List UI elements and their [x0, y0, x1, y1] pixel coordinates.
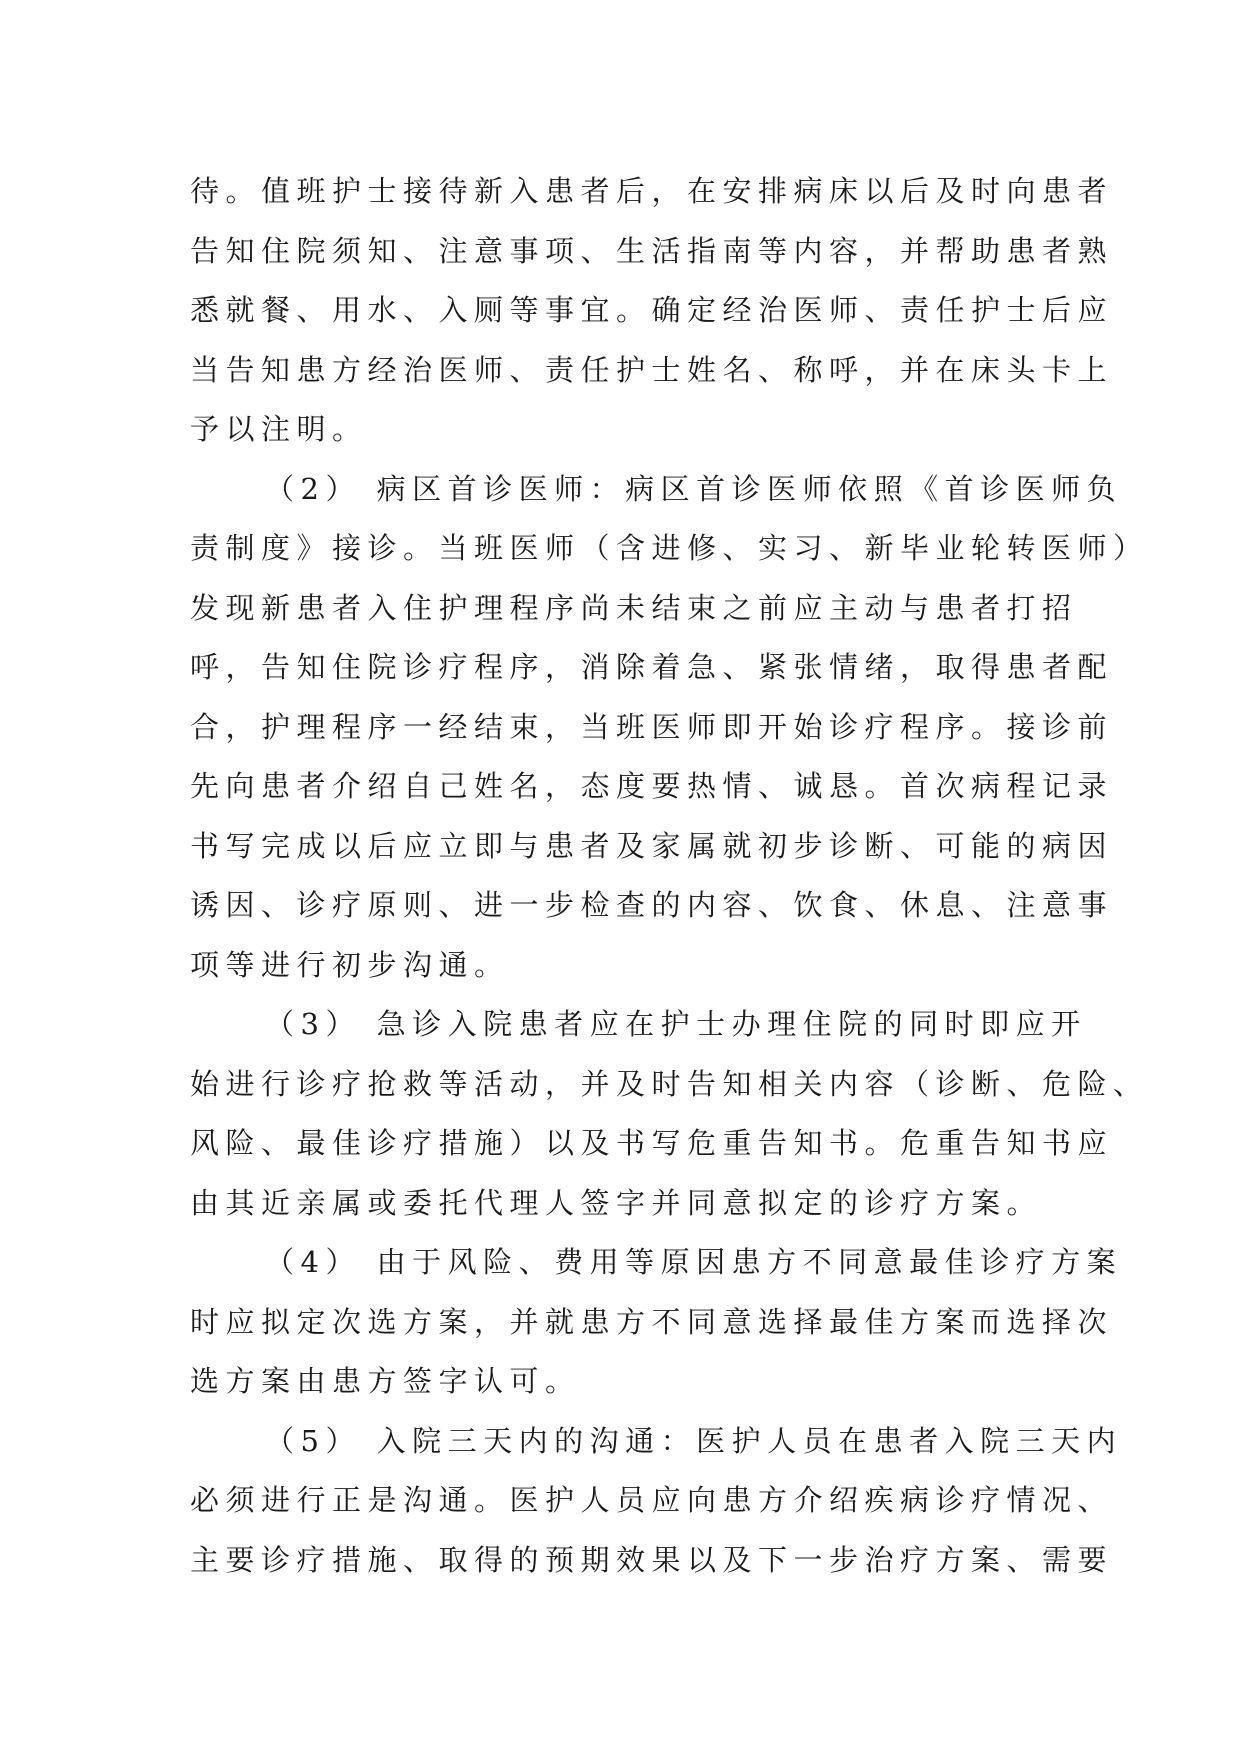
- text-line: 责制度》接诊。当班医师（含进修、实习、新毕业轮转医师）: [190, 531, 1149, 565]
- text-line: 待。值班护士接待新入患者后，在安排病床以后及时向患者: [190, 174, 1114, 208]
- text-line: 时应拟定次选方案，并就患方不同意选择最佳方案而选择次: [190, 1304, 1114, 1339]
- text-line: 项等进行初步沟通。: [190, 947, 510, 982]
- text-line: 风险、最佳诊疗措施）以及书写危重告知书。危重告知书应: [190, 1126, 1114, 1160]
- paragraph-first-line: （4） 由于风险、费用等原因患方不同意最佳诊疗方案: [265, 1245, 1123, 1279]
- text-line: 诱因、诊疗原则、进一步检查的内容、饮食、休息、注意事: [190, 888, 1114, 922]
- text-line: 予以注明。: [190, 412, 368, 446]
- text-line: 当告知患方经治医师、责任护士姓名、称呼，并在床头卡上: [190, 352, 1114, 387]
- text-line: 呼，告知住院诊疗程序，消除着急、紧张情绪，取得患者配: [190, 650, 1114, 684]
- paragraph-first-line: （5） 入院三天内的沟通：医护人员在患者入院三天内: [265, 1423, 1123, 1458]
- text-line: 先向患者介绍自己姓名，态度要热情、诚恳。首次病程记录: [190, 769, 1114, 803]
- text-line: 主要诊疗措施、取得的预期效果以及下一步治疗方案、需要: [190, 1542, 1114, 1577]
- paragraph-first-line: （3） 急诊入院患者应在护士办理住院的同时即应开: [265, 1007, 1087, 1041]
- text-line: 书写完成以后应立即与患者及家属就初步诊断、可能的病因: [190, 828, 1114, 863]
- paragraph-first-line: （2） 病区首诊医师：病区首诊医师依照《首诊医师负: [265, 471, 1123, 506]
- text-line: 悉就餐、用水、入厕等事宜。确定经治医师、责任护士后应: [190, 293, 1114, 327]
- text-line: 始进行诊疗抢救等活动，并及时告知相关内容（诊断、危险、: [190, 1066, 1149, 1101]
- text-line: 由其近亲属或委托代理人签字并同意拟定的诊疗方案。: [190, 1185, 1043, 1220]
- text-line: 发现新患者入住护理程序尚未结束之前应主动与患者打招: [190, 590, 1078, 625]
- text-line: 必须进行正是沟通。医护人员应向患方介绍疾病诊疗情况、: [190, 1483, 1114, 1517]
- text-line: 选方案由患方签字认可。: [190, 1364, 581, 1398]
- text-line: 合，护理程序一经结束，当班医师即开始诊疗程序。接诊前: [190, 709, 1114, 744]
- text-line: 告知住院须知、注意事项、生活指南等内容，并帮助患者熟: [190, 233, 1114, 268]
- document-body: [190, 162, 1149, 1590]
